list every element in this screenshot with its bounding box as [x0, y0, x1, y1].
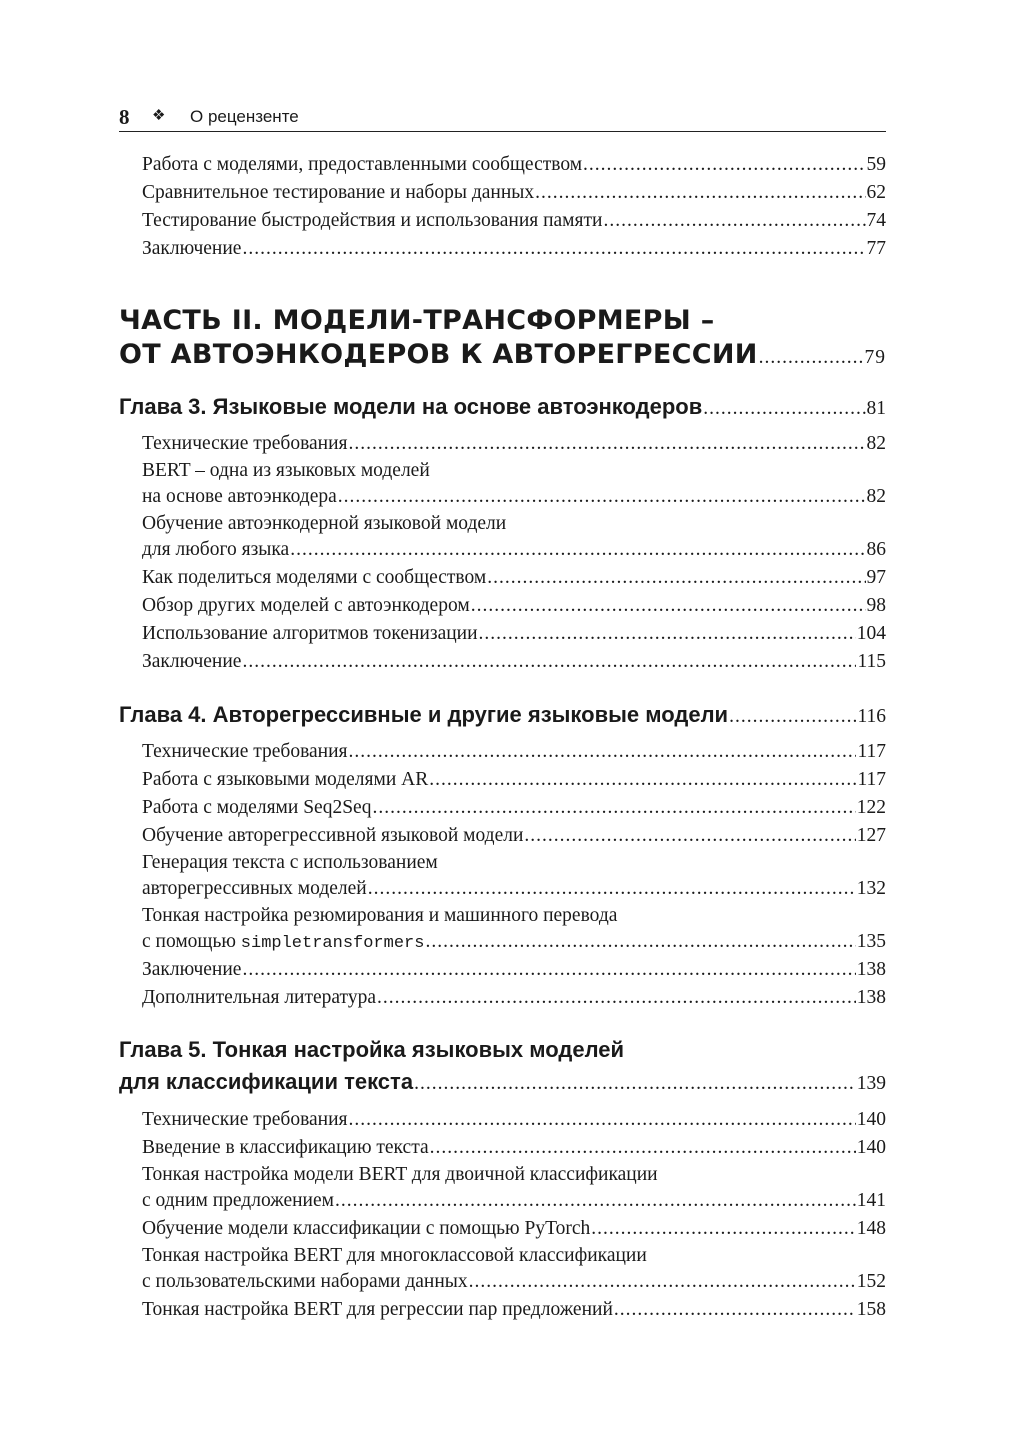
- chapter-heading-line1: Глава 5. Тонкая настройка языковых моделей: [119, 1037, 625, 1062]
- toc-entry: Как поделиться моделями с сообществом ..... 97: [142, 565, 886, 591]
- chapter-heading: для классификации текста ..... 139: [119, 1068, 886, 1098]
- toc-entry: с пользовательскими наборами данных ..... 152: [142, 1269, 886, 1295]
- toc-entry: Введение в классификацию текста ..... 140: [142, 1135, 886, 1161]
- toc-entry-line1: Тонкая настройка резюмирования и машинного перевода: [142, 905, 618, 926]
- toc-entry: Обзор других моделей с автоэнкодером ..... 98: [142, 593, 886, 619]
- toc-entry: Заключение ..... 77: [142, 236, 886, 262]
- toc-entry: Тестирование быстродействия и использования памяти ..... 74: [142, 208, 886, 234]
- part-heading-line1: ЧАСТЬ II. МОДЕЛИ-ТРАНСФОРМЕРЫ –: [119, 305, 715, 336]
- toc-entry: Работа с моделями, предоставленными сообществом ..... 59: [142, 152, 886, 178]
- running-title: О рецензенте: [190, 107, 299, 126]
- toc-entry: для любого языка ..... 86: [142, 537, 886, 563]
- toc-entry: Сравнительное тестирование и наборы данных ..... 62: [142, 180, 886, 206]
- toc-entry: Заключение ..... 115: [142, 649, 886, 675]
- chapter-heading: Глава 3. Языковые модели на основе автоэнкодеров ..... 81: [119, 393, 886, 423]
- chapter-heading: Глава 4. Авторегрессивные и другие языковые модели ..... 116: [119, 701, 886, 731]
- toc-entry: Обучение авторегрессивной языковой модели ..... 127: [142, 823, 886, 849]
- toc-entry: Заключение ..... 138: [142, 957, 886, 983]
- ornament-icon: ❖: [152, 107, 166, 124]
- toc-entry: на основе автоэнкодера ..... 82: [142, 484, 886, 510]
- toc-entry: Технические требования ..... 117: [142, 739, 886, 765]
- toc-entry-line1: Генерация текста с использованием: [142, 852, 438, 873]
- running-header: [119, 103, 886, 132]
- toc-entry: Работа с языковыми моделями AR ..... 117: [142, 767, 886, 793]
- toc-entry: с помощью simpletransformers ..... 135: [142, 929, 886, 957]
- toc-entry-line1: Обучение автоэнкодерной языковой модели: [142, 513, 507, 534]
- toc-entry-line1: BERT – одна из языковых моделей: [142, 460, 430, 481]
- toc-entry: с одним предложением ..... 141: [142, 1188, 886, 1214]
- toc-entry-line1: Тонкая настройка модели BERT для двоичной классификации: [142, 1164, 658, 1185]
- page-number: 8: [119, 105, 130, 129]
- toc-entry: Дополнительная литература ..... 138: [142, 985, 886, 1011]
- toc-entry: Использование алгоритмов токенизации ..... 104: [142, 621, 886, 647]
- toc-entry: Работа с моделями Seq2Seq ..... 122: [142, 795, 886, 821]
- code-text: simpletransformers: [240, 934, 425, 953]
- toc-entry: Тонкая настройка BERT для регрессии пар предложений ..... 158: [142, 1297, 886, 1323]
- toc-entry: авторегрессивных моделей ..... 132: [142, 876, 886, 902]
- toc-entry-line1: Тонкая настройка BERT для многоклассовой классификации: [142, 1245, 647, 1266]
- toc-entry: Технические требования ..... 82: [142, 431, 886, 457]
- part-heading: ОТ АВТОЭНКОДЕРОВ К АВТОРЕГРЕССИИ ..... 79: [119, 338, 886, 375]
- toc-entry: Обучение модели классификации с помощью PyTorch ..... 148: [142, 1216, 886, 1242]
- toc-entry: Технические требования ..... 140: [142, 1107, 886, 1133]
